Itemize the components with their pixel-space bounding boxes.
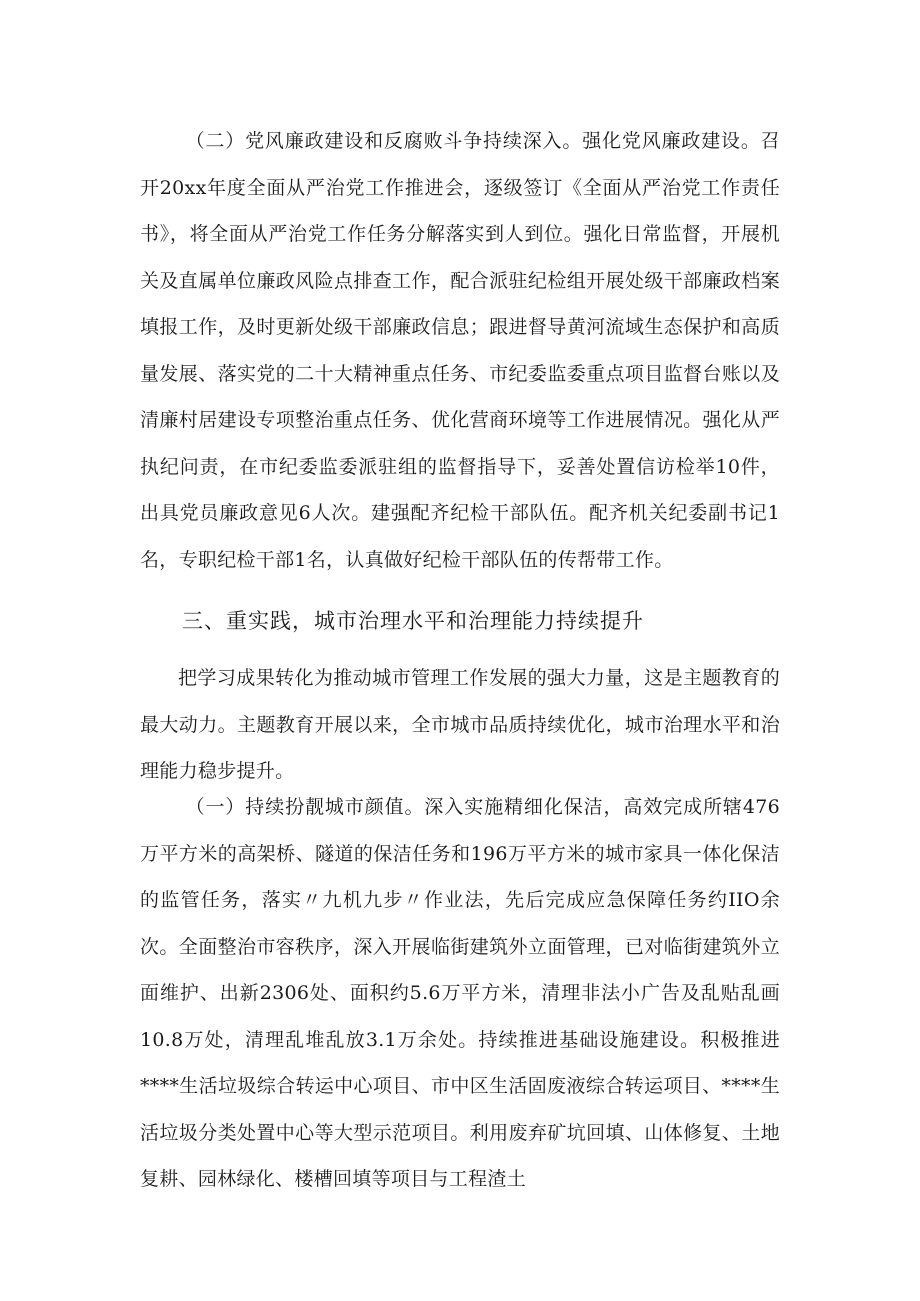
paragraph-city-appearance: （一）持续扮靓城市颜值。深入实施精细化保洁，高效完成所辖476万平方米的高架桥、隧道的保洁任务和196万平方米的城市家具一体化保洁的监管任务，落实〃九机九步〃作业法，先后完成应急保障任务约IIO余次。全面整治市容秩序，深入开展临街建筑外立面管理，已对临街建筑外立面维护、出新2306处、面积约5.6万平方米，清理非法小广告及乱贴乱画10.8万处，清理乱堆乱放3.1万余处。持续推进基础设施建设。积极推进****生活垃圾综合转运中心项目、市中区生活固废液综合转运项目、****生活垃圾分类处置中心等大型示范项目。利用废弃矿坑回填、山体修复、土地复耕、园林绿化、楼槽回填等项目与工程渣土 (140, 796, 780, 1190)
section-heading-three: 三、重实践，城市治理水平和治理能力持续提升 (182, 609, 644, 633)
paragraph-learning-outcomes: 把学习成果转化为推动城市管理工作发展的强大力量，这是主题教育的最大动力。主题教育开展以来，全市城市品质持续优化，城市治理水平和治理能力稳步提升。 (140, 667, 780, 782)
paragraph-party-conduct: （二）党风廉政建设和反腐败斗争持续深入。强化党风廉政建设。召开20xx年度全面从严治党工作推进会，逐级签订《全面从严治党工作责任书》，将全面从严治党工作任务分解落实到人到位。强化日常监督，开展机关及直属单位廉政风险点排查工作，配合派驻纪检组开展处级干部廉政档案填报工作，及时更新处级干部廉政信息；跟进督导黄河流域生态保护和高质量发展、落实党的二十大精神重点任务、市纪委监委重点项目监督台账以及清廉村居建设专项整治重点任务、优化营商环境等工作进展情况。强化从严执纪问责，在市纪委监委派驻组的监督指导下，妥善处置信访检举10件，出具党员廉政意见6人次。建强配齐纪检干部队伍。配齐机关纪委副书记1名，专职纪检干部1名，认真做好纪检干部队伍的传帮带工作。 (140, 130, 780, 571)
